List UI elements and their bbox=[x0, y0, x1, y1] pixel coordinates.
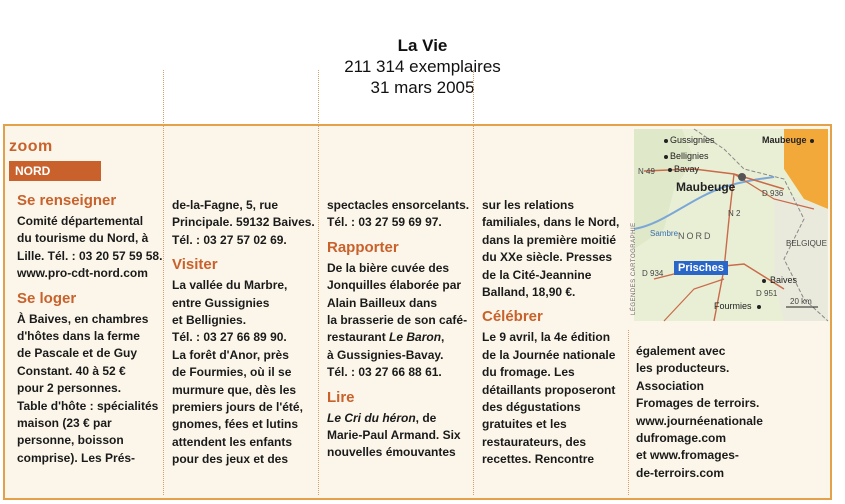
website-link[interactable]: de-terroirs.com bbox=[636, 465, 725, 480]
text-line: sur les relations bbox=[482, 198, 575, 212]
heading-visiter: Visiter bbox=[172, 256, 218, 274]
text-line: de-la-Fagne, 5, rue bbox=[172, 198, 279, 212]
map-town-maubeuge: Maubeuge bbox=[676, 180, 736, 194]
text-line: nouvelles émouvantes bbox=[327, 445, 456, 460]
text-line: comprise). Les Prés- bbox=[17, 450, 136, 465]
text-line: Tél. : 03 27 66 88 61. bbox=[327, 365, 442, 380]
map-marker-prisches: Prisches bbox=[674, 261, 728, 275]
text-line: murmure que, dès les bbox=[172, 382, 297, 397]
text-line: La forêt d'Anor, près bbox=[172, 347, 289, 362]
map-scale: 20 km bbox=[790, 297, 812, 306]
map-route-n2: N 2 bbox=[728, 209, 741, 218]
text-line: gratuites et les bbox=[482, 417, 567, 432]
text-line: des dégustations bbox=[482, 400, 581, 415]
text-line: Tél. : 03 27 66 89 90. bbox=[172, 330, 287, 345]
text-line: Alain Bailleux dans bbox=[327, 295, 438, 310]
text-line: Jonquilles élaborée par bbox=[327, 278, 462, 293]
text-line: les producteurs. bbox=[636, 361, 730, 376]
heading-se-loger: Se loger bbox=[17, 289, 77, 307]
text-line: de la Cité-Jeannine bbox=[482, 267, 592, 282]
zoom-label: zoom bbox=[9, 138, 53, 155]
text-line: spectacles ensorcelants. bbox=[327, 198, 470, 212]
map-region-label: NORD bbox=[678, 231, 713, 241]
newspaper-title: La Vie bbox=[397, 36, 448, 55]
website-link[interactable]: dufromage.com bbox=[636, 431, 727, 446]
website-link[interactable]: www.journéenationale bbox=[636, 413, 763, 428]
region-map bbox=[631, 129, 828, 321]
text-fragment: , de bbox=[415, 410, 437, 425]
column-separator bbox=[318, 70, 319, 495]
text-line: la brasserie de son café- bbox=[327, 313, 468, 328]
text-line: pour des jeux et des bbox=[172, 452, 289, 467]
text-line: également avec bbox=[636, 344, 726, 358]
publication-date: 31 mars 2005 bbox=[370, 78, 475, 97]
map-town-fourmies: Fourmies bbox=[714, 301, 752, 311]
column-separator bbox=[628, 330, 629, 495]
heading-lire: Lire bbox=[327, 388, 355, 406]
map-route-d934: D 934 bbox=[642, 269, 664, 278]
text-line: maison (23 € par bbox=[17, 416, 112, 431]
book-title: Le Cri du héron bbox=[327, 410, 416, 425]
column-separator bbox=[473, 70, 474, 495]
circulation-count: 211 314 exemplaires bbox=[344, 57, 501, 76]
column-2 bbox=[172, 197, 322, 469]
column-5 bbox=[636, 343, 796, 482]
text-line: dans la première moitié bbox=[482, 232, 617, 247]
text-line: Marie-Paul Armand. Six bbox=[327, 428, 461, 443]
text-line: Principale. 59132 Baives. bbox=[172, 215, 315, 230]
text-line: pour 2 personnes. bbox=[17, 381, 122, 396]
website-link[interactable]: www.pro-cdt-nord.com bbox=[17, 266, 148, 281]
heading-se-renseigner: Se renseigner bbox=[17, 192, 117, 209]
text-line: du fromage. Les bbox=[482, 365, 575, 380]
text-line: détaillants proposeront bbox=[482, 382, 616, 397]
text-line: De la bière cuvée des bbox=[327, 260, 450, 275]
text-line: et Bellignies. bbox=[172, 313, 247, 328]
text-line bbox=[327, 329, 477, 346]
column-4 bbox=[482, 197, 632, 469]
column-1 bbox=[17, 191, 167, 467]
text-line: Table d'hôte : spécialités bbox=[17, 398, 159, 413]
text-line: du tourisme du Nord, à bbox=[17, 231, 149, 246]
website-link[interactable]: et www.fromages- bbox=[636, 448, 739, 463]
text-line: entre Gussignies bbox=[172, 295, 270, 310]
map-route-d936: D 936 bbox=[762, 189, 784, 198]
text-line: de Pascale et de Guy bbox=[17, 346, 138, 361]
text-line: Tél. : 03 27 59 69 97. bbox=[327, 215, 442, 230]
column-3 bbox=[327, 197, 477, 462]
text-line: premiers jours de l'été, bbox=[172, 400, 303, 415]
text-line: de la Journée nationale bbox=[482, 347, 616, 362]
text-line: Lille. Tél. : 03 20 57 59 58. bbox=[17, 248, 163, 263]
text-line: Fromages de terroirs. bbox=[636, 396, 760, 411]
text-line: Constant. 40 à 52 € bbox=[17, 363, 126, 378]
text-line: familiales, dans le Nord, bbox=[482, 215, 620, 230]
map-route-n49: N 49 bbox=[638, 167, 655, 176]
text-line: Le 9 avril, la 4e édition bbox=[482, 330, 611, 345]
map-town-bellignies: Bellignies bbox=[670, 151, 709, 161]
heading-celebrer: Célébrer bbox=[482, 308, 543, 326]
text-line: Balland, 18,90 €. bbox=[482, 285, 576, 300]
text-line bbox=[327, 410, 477, 427]
region-banner: NORD bbox=[9, 161, 101, 181]
map-inset-maubeuge: Maubeuge bbox=[762, 135, 807, 145]
text-line: Association bbox=[636, 378, 705, 393]
text-line: attendent les enfants bbox=[172, 434, 293, 449]
text-line: Tél. : 03 27 57 02 69. bbox=[172, 232, 287, 247]
map-town-bavay: Bavay bbox=[674, 164, 700, 174]
text-fragment: restaurant bbox=[327, 330, 390, 345]
map-town-baives: Baives bbox=[770, 275, 798, 285]
map-country-belgique: BELGIQUE bbox=[786, 239, 827, 248]
column-separator bbox=[163, 70, 164, 495]
map-river-sambre: Sambre bbox=[650, 229, 679, 238]
text-line: recettes. Rencontre bbox=[482, 452, 595, 467]
text-line: À Baives, en chambres bbox=[17, 311, 149, 326]
heading-rapporter: Rapporter bbox=[327, 238, 399, 256]
map-town-gussignies: Gussignies bbox=[670, 135, 715, 145]
text-fragment: , bbox=[441, 330, 445, 345]
map-route-d951: D 951 bbox=[756, 289, 778, 298]
text-line: personne, boisson bbox=[17, 433, 124, 448]
text-line: du XXe siècle. Presses bbox=[482, 250, 613, 265]
text-line: gnomes, fées et lutins bbox=[172, 417, 299, 432]
text-line: Comité départemental bbox=[17, 214, 144, 228]
text-line: à Gussignies-Bavay. bbox=[327, 347, 444, 362]
text-line: La vallée du Marbre, bbox=[172, 278, 288, 293]
map-credit: LÉGENDES CARTOGRAPHIE bbox=[631, 222, 637, 315]
map-graphic bbox=[634, 129, 828, 321]
text-line: restaurateurs, des bbox=[482, 434, 587, 449]
text-line: de Fourmies, où il se bbox=[172, 365, 292, 380]
restaurant-name: Le Baron bbox=[389, 330, 442, 345]
text-line: d'hôtes dans la ferme bbox=[17, 329, 140, 344]
